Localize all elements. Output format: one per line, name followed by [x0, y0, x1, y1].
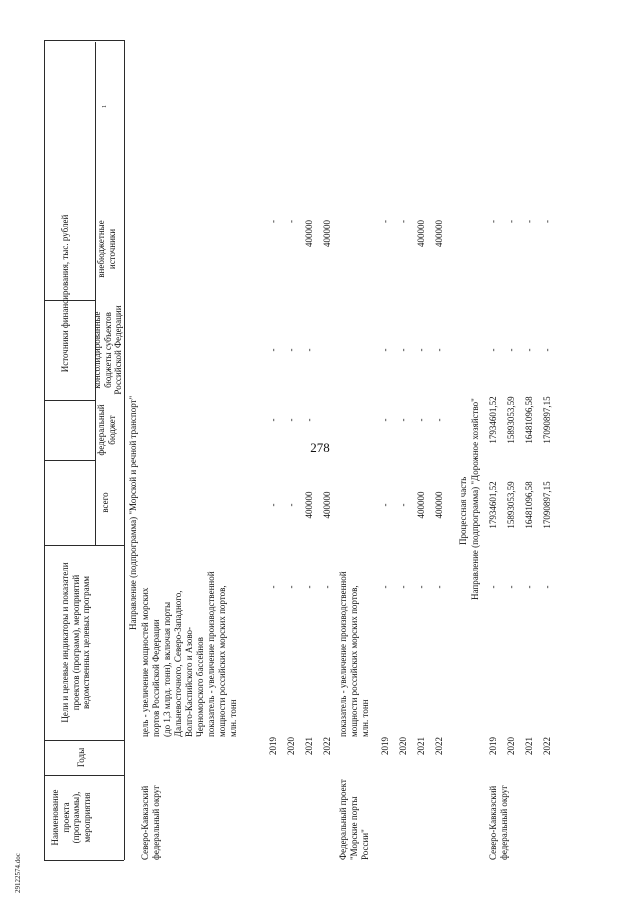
block-2-row-3-extra: - — [542, 220, 552, 223]
block-1-name-line-2: России" — [360, 829, 370, 860]
block-0-row-2-extra: 400000 — [304, 220, 314, 247]
block-0-goal-line-8: млн. тонн — [228, 699, 238, 737]
col-border-years-goals — [44, 740, 124, 741]
block-0-name-line-0: Северо-Кавказский — [140, 785, 150, 860]
block-1-name-line-1: "Морские порты — [349, 796, 359, 860]
block-2-name-line-1: федеральный округ — [499, 785, 509, 860]
block-2-row-3-federal: 17090897,15 — [542, 396, 552, 444]
block-1-row-1-year: 2020 — [398, 737, 408, 755]
block-2-row-2-total: 16481096,58 — [524, 481, 534, 529]
block-0-goal-line-7: мощности российских морских портов, — [217, 585, 227, 737]
table-bottom-border — [44, 860, 124, 861]
block-0-row-1-year: 2020 — [286, 737, 296, 755]
table-top-border — [44, 40, 124, 41]
col-border-name-years — [44, 775, 124, 776]
block-2-row-1-federal: 15893053,59 — [506, 396, 516, 444]
process-part-title: Процессная часть — [458, 476, 468, 545]
block-2-row-1-regional: - — [506, 348, 516, 352]
block-1-goal-line-1: мощности российских морских портов, — [349, 585, 359, 737]
header-sources: Источники финансирования, тыс. рублей — [60, 214, 70, 373]
block-2-row-2-year: 2021 — [524, 737, 534, 755]
footnote-mark: 1 — [102, 105, 108, 108]
block-0-goal-line-3: Дальневосточного, Северо-Западного, — [173, 590, 183, 737]
block-1-row-3-total: 400000 — [434, 491, 444, 519]
block-2-row-1-total: 15893053,59 — [506, 481, 516, 529]
block-1-row-0-federal: - — [380, 418, 390, 422]
block-1-row-0-year: 2019 — [380, 737, 390, 755]
block-1-name-line-0: Федеральный проект — [338, 779, 348, 860]
block-2-row-3-goal: - — [542, 585, 552, 589]
block-2-row-2-extra: - — [524, 220, 534, 223]
block-2-row-1-year: 2020 — [506, 737, 516, 755]
header-goals: Цели и целевые индикаторы и показатели проектов (программ), мероприятий ведомственных целевых программ — [60, 562, 92, 723]
header-extra: внебюджетные источники — [96, 220, 117, 278]
block-1-row-3-federal: - — [434, 418, 444, 422]
block-0-row-1-goal: - — [286, 585, 296, 589]
block-0-row-1-extra: - — [286, 220, 296, 223]
block-0-goal-line-0: цель - увеличение мощностей морских — [140, 587, 150, 737]
block-1-row-3-year: 2022 — [434, 737, 444, 755]
block-1-row-0-extra: - — [380, 220, 390, 223]
block-1-row-2-regional: - — [416, 348, 426, 352]
header-years: Годы — [76, 747, 86, 768]
block-0-row-0-extra: - — [268, 220, 278, 223]
document-id: 29122574.doc — [14, 853, 22, 893]
header-total: всего — [100, 492, 110, 513]
block-1-row-2-year: 2021 — [416, 737, 426, 755]
col-border-goals-total — [44, 545, 124, 546]
block-0-row-0-total: - — [268, 503, 278, 507]
block-2-row-2-federal: 16481096,58 — [524, 396, 534, 444]
block-0-row-2-year: 2021 — [304, 737, 314, 755]
block-1-row-2-extra: 400000 — [416, 220, 426, 247]
block-0-goal-line-4: Волго-Каспийского и Азово- — [184, 626, 194, 737]
block-1-row-1-federal: - — [398, 418, 408, 422]
block-1-row-1-total: - — [398, 503, 408, 507]
header-name: Наименование проекта (программы), мероприятия — [50, 789, 92, 846]
block-1-row-0-goal: - — [380, 585, 390, 589]
block-0-row-2-federal: - — [304, 418, 314, 422]
block-2-row-2-goal: - — [524, 585, 534, 589]
block-2-row-0-year: 2019 — [488, 737, 498, 755]
block-0-name-line-1: федеральный округ — [151, 785, 161, 860]
block-0-row-2-goal: - — [304, 585, 314, 589]
block-0-goal-line-6: показатель - увеличение производственной — [206, 571, 216, 737]
block-2-row-3-year: 2022 — [542, 737, 552, 755]
block-0-row-3-extra: 400000 — [322, 220, 332, 247]
block-2-row-3-regional: - — [542, 348, 552, 352]
block-2-row-1-extra: - — [506, 220, 516, 223]
block-1-row-0-regional: - — [380, 348, 390, 352]
block-0-row-2-regional: - — [304, 348, 314, 352]
block-1-goal-line-2: млн. тонн — [360, 699, 370, 737]
block-2-row-1-goal: - — [506, 585, 516, 589]
block-0-row-0-regional: - — [268, 348, 278, 352]
block-2-name-line-0: Северо-Кавказский — [488, 785, 498, 860]
page-number: 278 — [310, 440, 330, 455]
section-marine-title: Направление (подпрограмма) "Морской и речной транспорт" — [128, 395, 138, 630]
block-0-row-3-year: 2022 — [322, 737, 332, 755]
block-1-row-2-federal: - — [416, 418, 426, 422]
block-1-row-2-total: 400000 — [416, 491, 426, 519]
table-left-border — [44, 40, 45, 860]
block-2-row-3-total: 17090897,15 — [542, 481, 552, 529]
block-1-row-2-goal: - — [416, 585, 426, 589]
header-federal: федеральный бюджет — [96, 404, 117, 456]
block-0-row-0-goal: - — [268, 585, 278, 589]
header-right-border — [124, 40, 125, 860]
block-2-row-2-regional: - — [524, 348, 534, 352]
block-0-goal-line-5: Черноморского бассейнов — [195, 637, 205, 737]
block-1-row-1-regional: - — [398, 348, 408, 352]
block-1-row-3-extra: 400000 — [434, 220, 444, 247]
block-1-row-1-extra: - — [398, 220, 408, 223]
block-1-row-3-regional: - — [434, 348, 444, 352]
block-0-goal-line-2: (до 1,3 млрд. тонн), включая порты — [162, 602, 172, 737]
block-1-row-1-goal: - — [398, 585, 408, 589]
block-0-row-0-federal: - — [268, 418, 278, 422]
header-regional: консолидированные бюджеты субъектов Российской Федерации — [92, 305, 124, 395]
block-2-row-0-regional: - — [488, 348, 498, 352]
block-1-goal-line-0: показатель - увеличение производственной — [338, 571, 348, 737]
block-2-row-0-goal: - — [488, 585, 498, 589]
block-0-row-3-total: 400000 — [322, 491, 332, 519]
block-2-row-0-extra: - — [488, 220, 498, 223]
block-0-row-0-year: 2019 — [268, 737, 278, 755]
block-1-row-3-goal: - — [434, 585, 444, 589]
block-0-row-1-total: - — [286, 503, 296, 507]
block-0-row-1-federal: - — [286, 418, 296, 422]
block-0-row-2-total: 400000 — [304, 491, 314, 519]
block-2-row-0-total: 17934601,52 — [488, 481, 498, 529]
block-0-row-3-goal: - — [322, 585, 332, 589]
block-0-goal-line-1: портов Российской Федерации — [151, 619, 161, 737]
block-1-row-0-total: - — [380, 503, 390, 507]
section-road-title: Направление (подпрограмма) "Дорожное хозяйство" — [470, 398, 480, 600]
block-0-row-1-regional: - — [286, 348, 296, 352]
block-2-row-0-federal: 17934601,52 — [488, 396, 498, 444]
